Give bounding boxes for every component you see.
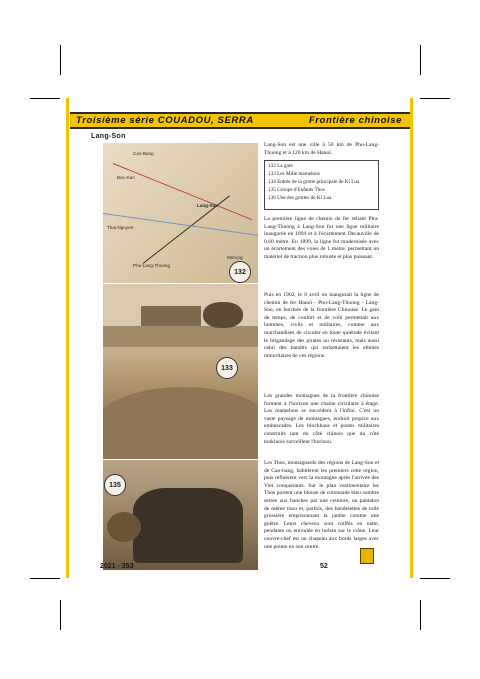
footer-page-number: 52 <box>320 563 328 570</box>
map-label: Cao-Bang <box>133 151 154 156</box>
legend-item: 134 Entrée de la grotte principale de Ki Lua <box>268 179 360 185</box>
photo-station <box>103 284 258 347</box>
crop-mark <box>420 98 450 99</box>
trees <box>203 302 243 328</box>
yellow-side-bar <box>66 98 69 578</box>
legend-item: 133 Les Mille mamelons <box>268 171 320 177</box>
map-label: Moncay <box>227 255 244 260</box>
header-right-title: Frontière chinoise <box>308 115 402 126</box>
crop-mark <box>60 45 61 75</box>
crop-mark <box>30 98 60 99</box>
crop-mark <box>420 45 421 75</box>
legend-item: 132 La gare <box>268 163 293 169</box>
legend-item: 136 Une des grottes de Ki Lua <box>268 195 332 201</box>
map-label: Bac-Kan <box>117 175 135 180</box>
map-border-line <box>113 163 253 220</box>
paragraph-railway-1902: Puis en 1902, le 8 avril on inaugurait la ligne de chemin de fer Hanoï - Phu-Lang-Thuong - Lang-Son, en bordure de la frontière Chinoise. Le gain de temps, de confort et de coût permettait aux hommes, civils et militaires, comme aux marchandises de circuler en toute quiétude évitant le brigandage des pirates ou résistants, mais aussi celui des bandits qui rackettaient les ethnies minoritaires de ces régions. <box>264 292 379 359</box>
header-left-title: Troisième série COUADOU, SERRA <box>76 115 254 126</box>
section-title: Lang-Son <box>91 133 126 140</box>
stamp-logo-icon <box>360 548 374 564</box>
paragraph-mountains: Les grandes montagnes de la frontière chinoise forment à l'horizon une chaîne circulaire à étage. Les mamelons se succèdent à l'infini. C'est un vaste paysage de montagnes, endroit propice aux embuscades. Les blockhaus et postes militaires construits tant du côté chinois que du côté tonkinois surveillent l'horizon. <box>264 393 379 445</box>
crop-mark <box>30 578 60 579</box>
station-ground <box>103 326 258 347</box>
hat <box>107 512 141 542</box>
paragraph-thos: Les Thos, montagnards des régions de Lang-Son et de Cao-bang, habitèrent les premiers cette région, puis refluèrent vers la montagne après l'arrivée des Viet conquérants. Sur le plan vestimentaire les Thos portent une blouse de cotonnade bleu sombre serrée aux hanches par une ceinture, un pantalon de même tissu et, parfois, des bandelettes de toile grossière emprisonnant la jambe comme une guêtre. Leurs cheveux sont coiffés en natte, pendante ou enroulée en turban sur le crâne. Leur couvre-chef est un chapeau aux bords larges avec une pointe en son centre. <box>264 460 379 550</box>
legend-item: 135 Groupe d'Enfants Thos <box>268 187 325 193</box>
crop-mark <box>420 600 421 630</box>
crop-mark <box>60 600 61 630</box>
hills <box>103 387 258 459</box>
photo-number-badge: 135 <box>104 474 126 496</box>
map-label: Lang-Son <box>197 203 219 208</box>
header-band <box>70 112 410 129</box>
paragraph-railway-history: La première ligne de chemin de fer reliant Phu-Lang-Thuong à Lang-Son fut une ligne militaire inaugurée en 1894 et à l'écartement Decauville de 0,60 mètre. En 1899, la ligne fut modernisée avec un écartement des voies de 1 mètre, permettant un matériel de traction plus robuste et plus puissant. <box>264 216 379 260</box>
photo-number-badge: 132 <box>229 261 251 283</box>
station-building <box>141 306 201 326</box>
photo-tho-children <box>103 460 258 570</box>
map-label: Thai-Nguyen <box>107 225 134 230</box>
group-figures <box>133 488 243 563</box>
footer-issue: 2021 - 353 <box>100 563 134 570</box>
intro-text: Lang-Son est une ville à 50 km de Phu-Lang-Thuong et à 120 km de Hanoï. <box>264 142 379 156</box>
caption-legend <box>264 160 379 210</box>
map-label: Phu-Lang-Thuong <box>133 263 171 268</box>
yellow-side-bar <box>410 98 413 578</box>
crop-mark <box>420 578 450 579</box>
photo-number-badge: 133 <box>216 357 238 379</box>
